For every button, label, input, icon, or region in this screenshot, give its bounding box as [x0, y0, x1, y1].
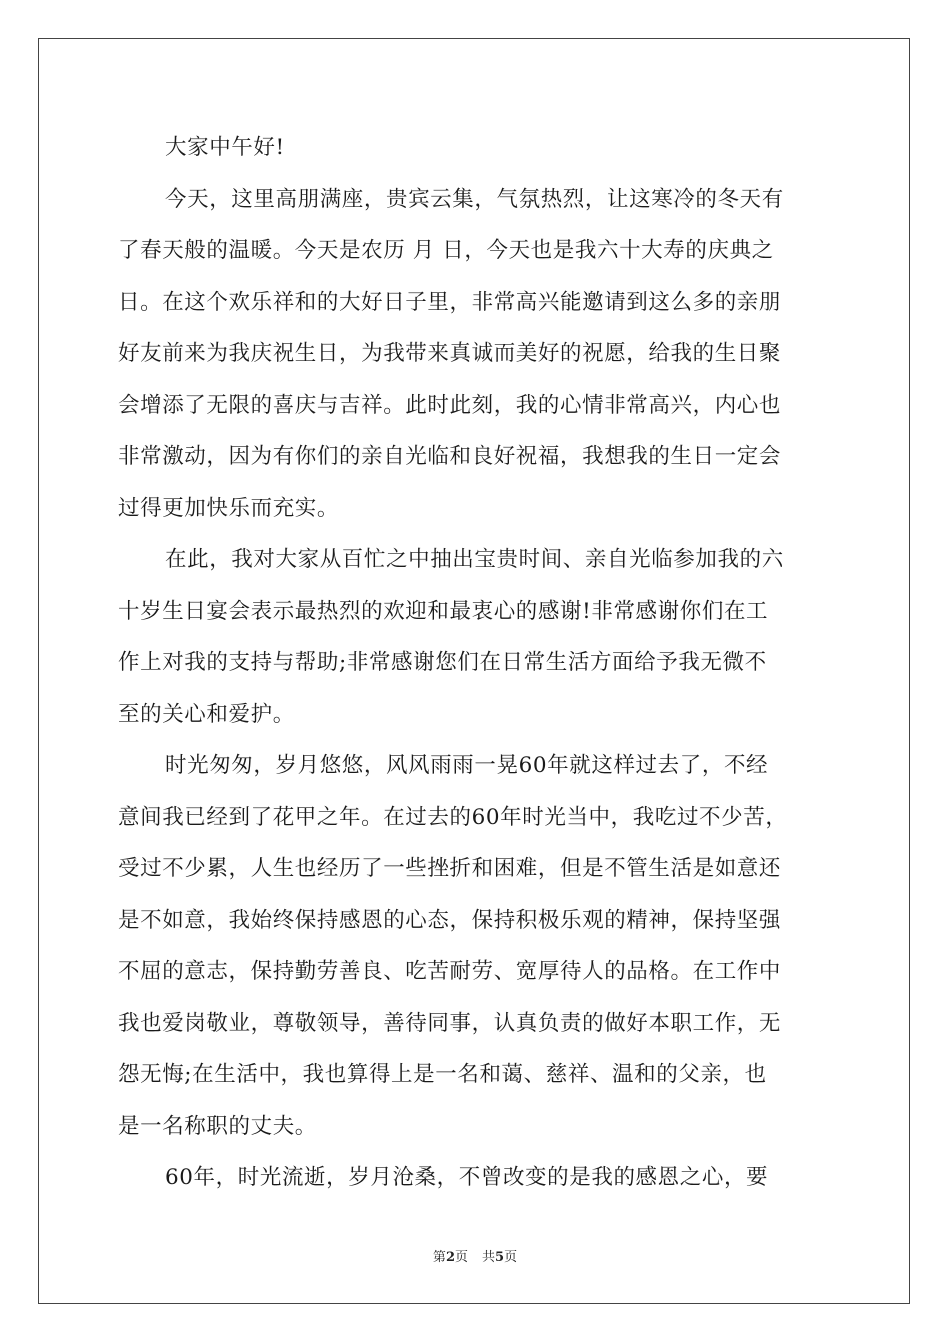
- text-line: 我也爱岗敬业，尊敬领导，善待同事，认真负责的做好本职工作，无: [118, 1010, 782, 1036]
- page-total-suffix: 页: [504, 1250, 518, 1265]
- text-line: 了春天般的温暖。今天是农历 月 日，今天也是我六十大寿的庆典之: [118, 238, 774, 263]
- text-line: 意间我已经到了花甲之年。在过去的60年时光当中，我吃过不少苦，: [118, 804, 788, 830]
- text-line: 今天，这里高朋满座，贵宾云集，气氛热烈，让这寒冷的冬天有: [165, 186, 784, 212]
- text-line: 不屈的意志，保持勤劳善良、吃苦耐劳、宽厚待人的品格。在工作中: [118, 959, 782, 984]
- text-line: 是不如意，我始终保持感恩的心态，保持积极乐观的精神，保持坚强: [118, 907, 782, 933]
- text-line: 时光匆匆，岁月悠悠，风风雨雨一晃60年就这样过去了，不经: [165, 753, 769, 778]
- text-line: 非常激动，因为有你们的亲自光临和良好祝福，我想我的生日一定会: [118, 444, 782, 469]
- text-line: 过得更加快乐而充实。: [118, 495, 340, 521]
- page-number-suffix: 页: [454, 1250, 468, 1265]
- text-line: 怨无悔;在生活中，我也算得上是一名和蔼、慈祥、温和的父亲，也: [118, 1062, 767, 1087]
- text-line: 60年，时光流逝，岁月沧桑，不曾改变的是我的感恩之心，要: [165, 1165, 769, 1190]
- text-line: 受过不少累，人生也经历了一些挫折和困难，但是不管生活是如意还: [118, 856, 782, 881]
- text-line: 日。在这个欢乐祥和的大好日子里，非常高兴能邀请到这么多的亲朋: [118, 289, 782, 315]
- text-line: 好友前来为我庆祝生日，为我带来真诚而美好的祝愿，给我的生日聚: [118, 341, 782, 366]
- text-line: 至的关心和爱护。: [118, 701, 295, 727]
- page-number-prefix: 第: [432, 1250, 446, 1265]
- page-number-current: 2: [445, 1250, 455, 1265]
- document-body: [118, 122, 838, 1204]
- page-footer: [0, 1250, 950, 1266]
- text-line: 是一名称职的丈夫。: [118, 1113, 317, 1139]
- text-line: 在此，我对大家从百忙之中抽出宝贵时间、亲自光临参加我的六: [165, 547, 784, 572]
- text-line: 大家中午好!: [165, 135, 285, 160]
- text-line: 会增添了无限的喜庆与吉祥。此时此刻，我的心情非常高兴，内心也: [118, 392, 782, 418]
- page-total-prefix: 共: [482, 1250, 496, 1265]
- page-total-count: 5: [495, 1250, 505, 1265]
- text-line: 作上对我的支持与帮助;非常感谢您们在日常生活方面给予我无微不: [118, 650, 767, 675]
- text-line: 十岁生日宴会表示最热烈的欢迎和最衷心的感谢!非常感谢你们在工: [118, 598, 769, 624]
